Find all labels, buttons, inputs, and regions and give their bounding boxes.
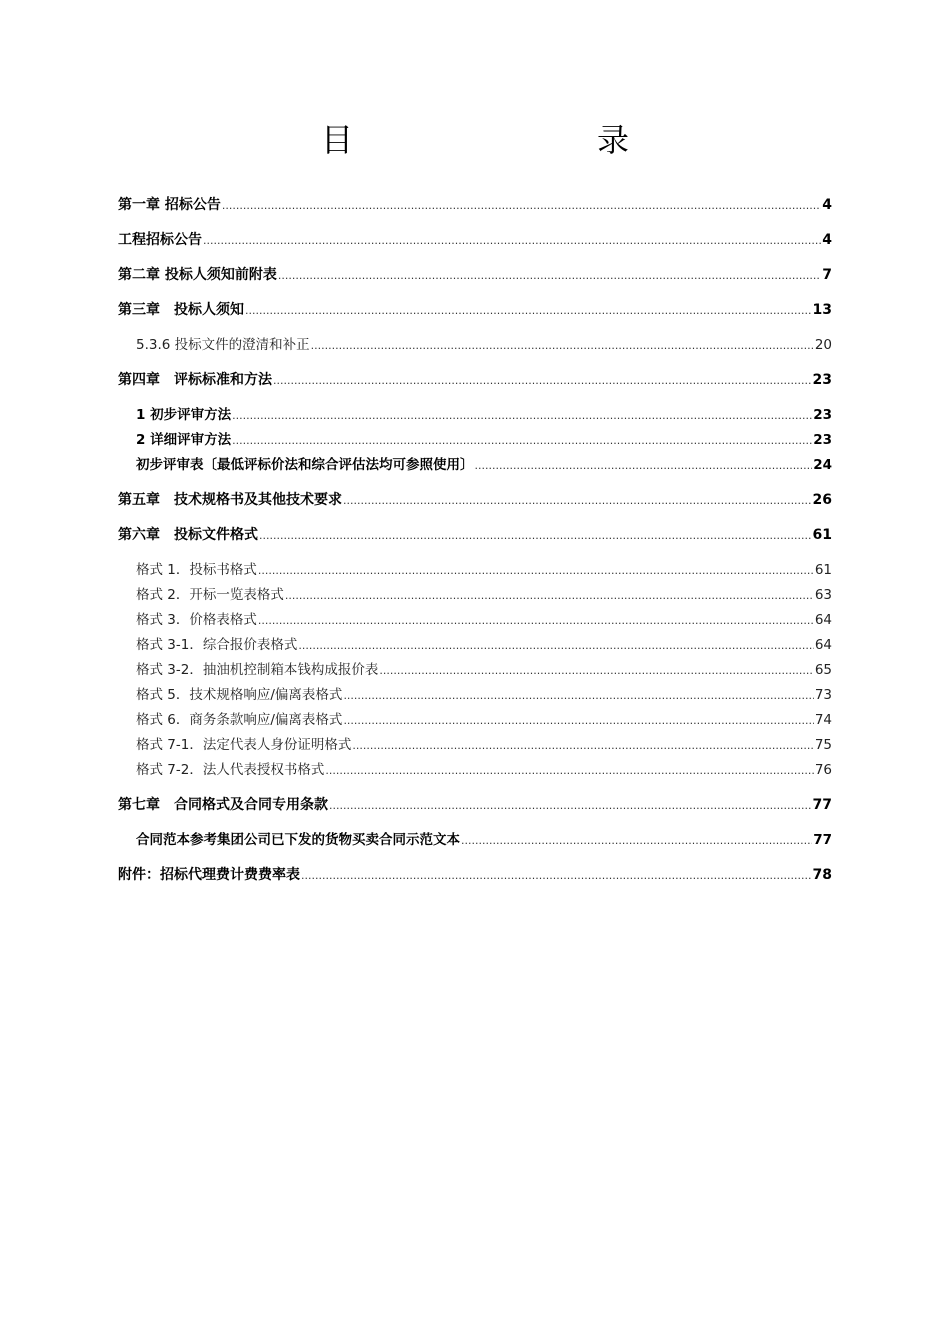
toc-leader-dots [232,428,812,453]
toc-entry[interactable] [118,608,832,633]
toc-leader-dots [222,193,821,218]
toc-entry[interactable] [118,658,832,683]
toc-entry-label: 合同范本参考集团公司已下发的货物买卖合同示范文本 [136,832,460,848]
toc-entry-page-number: 77 [813,832,832,848]
toc-entry-page-number: 77 [812,797,832,813]
toc-entry-page-number: 76 [814,762,832,778]
toc-entry-label: 第六章 投标文件格式 [118,527,258,543]
toc-leader-dots [379,658,813,683]
toc-entry-label: 格式 3-1．综合报价表格式 [136,637,298,653]
toc-entry-page-number: 61 [814,562,832,578]
toc-entry-page-number: 23 [813,432,832,448]
toc-entry-label: 格式 7-2．法人代表授权书格式 [136,762,325,778]
toc-leader-dots [343,708,813,733]
toc-entry-page-number: 4 [822,232,832,248]
table-of-contents [118,193,832,898]
toc-leader-dots [285,583,814,608]
toc-entry[interactable] [118,863,832,898]
toc-entry-label: 1 初步评审方法 [136,407,232,423]
toc-entry[interactable] [118,488,832,523]
toc-entry-label: 格式 7-1．法定代表人身份证明格式 [136,737,352,753]
toc-leader-dots [259,523,812,548]
toc-entry[interactable] [118,453,832,488]
toc-entry-label: 第一章 招标公告 [118,197,221,213]
toc-entry-page-number: 61 [812,527,832,543]
toc-entry-label: 第七章 合同格式及合同专用条款 [118,797,328,813]
toc-entry-label: 5.3.6 投标文件的澄清和补正 [136,337,310,353]
toc-entry-label: 初步评审表〔最低评标价法和综合评估法均可参照使用〕 [136,457,474,473]
toc-entry-label: 第四章 评标标准和方法 [118,372,272,388]
toc-entry-page-number: 73 [814,687,832,703]
toc-entry-page-number: 13 [812,302,832,318]
toc-entry-label: 格式 5．技术规格响应/偏离表格式 [136,687,343,703]
toc-leader-dots [258,608,814,633]
toc-entry[interactable] [118,708,832,733]
toc-entry[interactable] [118,733,832,758]
toc-leader-dots [258,558,814,583]
toc-leader-dots [301,863,812,888]
toc-entry-page-number: 65 [814,662,832,678]
toc-entry-page-number: 64 [814,612,832,628]
toc-entry[interactable] [118,683,832,708]
page-title: 目 录 [320,121,689,159]
toc-entry[interactable] [118,523,832,558]
toc-leader-dots [278,263,821,288]
toc-entry[interactable] [118,758,832,793]
toc-entry-label: 格式 1．投标书格式 [136,562,257,578]
toc-entry-label: 第五章 技术规格书及其他技术要求 [118,492,342,508]
toc-entry-label: 第二章 投标人须知前附表 [118,267,277,283]
toc-entry[interactable] [118,228,832,263]
toc-entry-page-number: 23 [812,372,832,388]
toc-leader-dots [298,633,813,658]
toc-leader-dots [232,403,812,428]
toc-entry[interactable] [118,333,832,368]
toc-leader-dots [352,733,813,758]
toc-entry-page-number: 7 [822,267,832,283]
toc-entry[interactable] [118,263,832,298]
toc-leader-dots [273,368,812,393]
toc-entry-page-number: 26 [812,492,832,508]
toc-entry-page-number: 4 [822,197,832,213]
toc-leader-dots [203,228,821,253]
toc-entry-label: 格式 3-2．抽油机控制箱本钱构成报价表 [136,662,379,678]
toc-leader-dots [343,683,813,708]
toc-leader-dots [311,333,814,358]
toc-entry[interactable] [118,633,832,658]
toc-leader-dots [245,298,812,323]
toc-entry-page-number: 24 [813,457,832,473]
toc-entry-label: 格式 2．开标一览表格式 [136,587,284,603]
toc-entry[interactable] [118,558,832,583]
toc-entry[interactable] [118,298,832,333]
toc-leader-dots [475,453,813,478]
toc-entry-label: 第三章 投标人须知 [118,302,244,318]
toc-leader-dots [461,828,812,853]
toc-entry[interactable] [118,193,832,228]
toc-entry-page-number: 20 [814,337,832,353]
toc-entry-page-number: 23 [813,407,832,423]
toc-entry-label: 格式 6．商务条款响应/偏离表格式 [136,712,343,728]
toc-entry[interactable] [118,368,832,403]
toc-leader-dots [325,758,813,783]
toc-entry-label: 附件：招标代理费计费费率表 [118,867,300,883]
toc-entry-page-number: 63 [814,587,832,603]
toc-entry[interactable] [118,428,832,453]
toc-entry-page-number: 78 [812,867,832,883]
toc-entry[interactable] [118,793,832,828]
toc-entry-page-number: 75 [814,737,832,753]
toc-entry[interactable] [118,403,832,428]
toc-leader-dots [329,793,812,818]
toc-leader-dots [343,488,812,513]
toc-entry-page-number: 64 [814,637,832,653]
toc-entry-page-number: 74 [814,712,832,728]
toc-entry[interactable] [118,583,832,608]
toc-entry-label: 2 详细评审方法 [136,432,232,448]
toc-entry[interactable] [118,828,832,863]
toc-entry-label: 格式 3．价格表格式 [136,612,257,628]
toc-entry-label: 工程招标公告 [118,232,202,248]
